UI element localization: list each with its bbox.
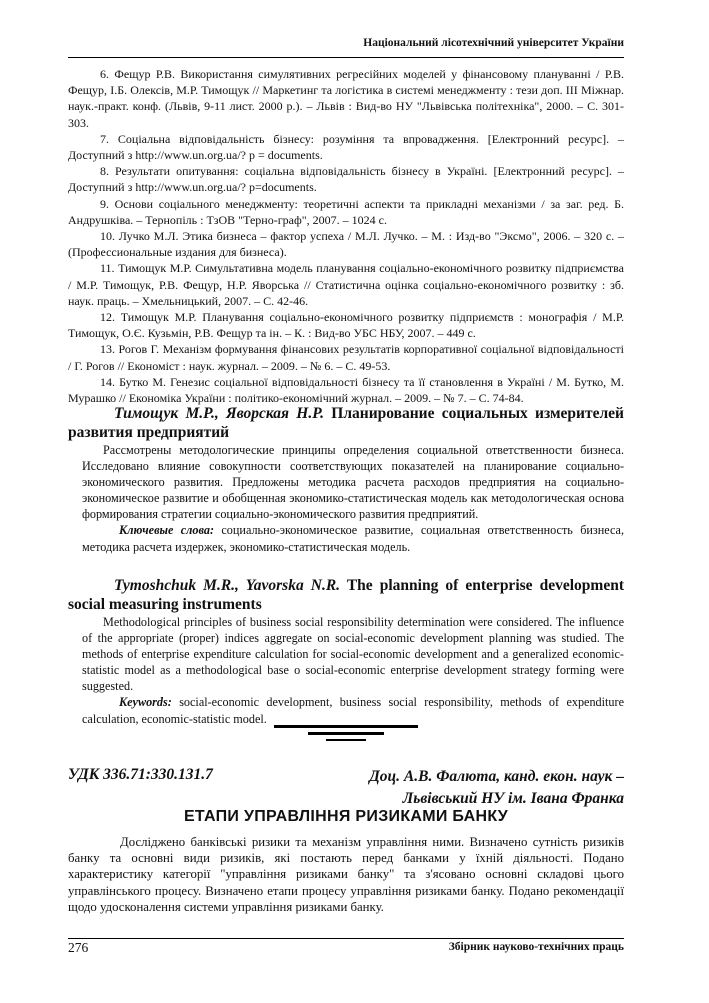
journal-name: Збірник науково-технічних праць bbox=[448, 941, 624, 953]
abstract-ru-keywords bbox=[68, 522, 624, 554]
reference-list bbox=[68, 66, 624, 406]
abstract-ru-keywords-text: социально-экономическое развитие, социальная ответственность бизнеса, методика расчета издержек, экономико-статистическая модель. bbox=[82, 523, 624, 554]
abstract-english bbox=[68, 576, 624, 727]
udk-code: УДК 336.71:330.131.7 bbox=[68, 766, 213, 783]
reference-item: 8. Результати опитування: соціальна відповідальність бізнесу в Україні. [Електронний ресурс]. – Доступний з http://www.un.org.ua/? p=documents. bbox=[68, 164, 624, 195]
divider-bar bbox=[308, 732, 384, 735]
abstract-en-heading bbox=[68, 576, 624, 614]
article-author bbox=[369, 766, 624, 810]
reference-item: 7. Соціальна відповідальність бізнесу: розуміння та впровадження. [Електронний ресурс]. – Доступний з http://www.un.org.ua/? p = documents. bbox=[68, 131, 624, 163]
abstract-ru-keywords-label: Ключевые слова: bbox=[119, 523, 215, 538]
abstract-russian bbox=[68, 404, 624, 555]
header-institution: Національний лісотехнічний університет України bbox=[363, 37, 624, 49]
page-number: 276 bbox=[68, 940, 89, 955]
abstract-ru-title: Планирование социальных измерителей развития предприятий bbox=[68, 405, 624, 441]
reference-item: 13. Рогов Г. Механізм формування фінансових результатів корпоративної соціальної відповідальності / Г. Рогов // Економіст : наук. журнал. – 2009. – № 6. – С. 49-53. bbox=[68, 342, 624, 373]
running-header bbox=[68, 37, 624, 58]
divider-bar bbox=[274, 725, 418, 728]
article-abstract bbox=[68, 834, 624, 915]
reference-item: 14. Бутко М. Генезис соціальної відповідальності бізнесу та її становлення в Україні / М. Бутко, М. Мурашко // Економіка України : політико-економічний журнал. – 2009. – № 7. – С. 74-84. bbox=[68, 374, 624, 406]
abstract-en-keywords-label: Keywords: bbox=[119, 695, 172, 710]
abstract-en-keywords bbox=[68, 694, 624, 726]
abstract-en-keywords-text: social-economic development, business social responsibility, methods of expenditure calculation, economic-statistic model. bbox=[82, 695, 624, 726]
abstract-ru-authors: Тимощук М.Р., Яворская Н.Р. bbox=[114, 405, 325, 422]
article-title: ЕТАПИ УПРАВЛІННЯ РИЗИКАМИ БАНКУ bbox=[183, 808, 509, 825]
abstract-en-authors: Tymoshchuk M.R., Yavorska N.R. bbox=[114, 577, 341, 594]
reference-item: 11. Тимощук М.Р. Симультативна модель планування соціально-економічного розвитку підприємства / М.Р. Тимощук, Р.В. Фещур, Н.Р. Яворська // Статистична оцінка соціально-економічного розвитку : зб. наук. праць. – Хмельницький, 2007. – С. 42-46. bbox=[68, 261, 624, 308]
abstract-ru-body: Рассмотрены методологические принципы определения социальной ответственности бизнеса. Исследовано влияние совокупности соответствующих показателей на планирование социально-экономического развития. Предложены методика расчета расходов предприятия на социально-экономическое развитие и обобщенная экономико-статистическая модель как методологическая основа формирования стратегии социально-экономического развития предприятий. bbox=[82, 443, 624, 522]
abstract-ru-heading bbox=[68, 404, 624, 442]
reference-item: 6. Фещур Р.В. Використання симулятивних регресійних моделей у фінансовому плануванні / Р.В. Фещур, І.Б. Олексів, М.Р. Тимощук // Маркетинг та логістика в системі менеджменту : тези доп. III Міжнар. наук.-практ. конф. (Львів, 9-11 лист. 2000 р.). – Львів : Вид-во НУ "Львівська політехніка", 2000. – С. 301-303. bbox=[68, 67, 624, 130]
author-line: Доц. А.В. Фалюта, канд. екон. наук – bbox=[369, 768, 624, 785]
divider-bar bbox=[326, 739, 366, 741]
abstract-en-body: Methodological principles of business social responsibility determination were considered. The influence of the appropriate (proper) indices aggregate on social-economic development planning was studied. The methods of enterprise expenditure calculation for social-economic development and a generalized economic-statistic model as a methodological base o social-economic enterprise development strategy forming were suggested. bbox=[82, 615, 624, 694]
abstract-en-title: The planning of enterprise development social measuring instruments bbox=[68, 577, 624, 613]
reference-item: 10. Лучко М.Л. Этика бизнеса – фактор успеха / М.Л. Лучко. – М. : Изд-во "Эксмо", 2006. – 320 с. – (Профессиональные издания для бизнеса). bbox=[68, 229, 624, 260]
page-footer bbox=[68, 938, 624, 955]
article-abstract-text: Досліджено банківські ризики та механізм управління ними. Визначено сутність ризиків банку та основні види ризиків, які постають перед банками у їхній діяльності. Подано характеристику категорії "управління ризиками банку" та з'ясовано основні складові цього управлінського процесу. Визначено етапи процесу управління ризиками банку. Подано рекомендації щодо удосконалення системи управління ризиками банку. bbox=[68, 835, 624, 914]
reference-item: 9. Основи соціального менеджменту: теоретичні аспекти та прикладні механізми / за заг. ред. Б. Андрушківа. – Тернопіль : ТзОВ "Терно-граф", 2007. – 1024 с. bbox=[68, 196, 624, 227]
author-affiliation: Львівський НУ ім. Івана Франка bbox=[402, 790, 624, 807]
reference-item: 12. Тимощук М.Р. Планування соціально-економічного розвитку підприємств : монографія / М.Р. Тимощук, О.Є. Кузьмін, Р.В. Фещур та ін. – К. : Вид-во УБС НБУ, 2007. – 449 с. bbox=[68, 310, 624, 341]
